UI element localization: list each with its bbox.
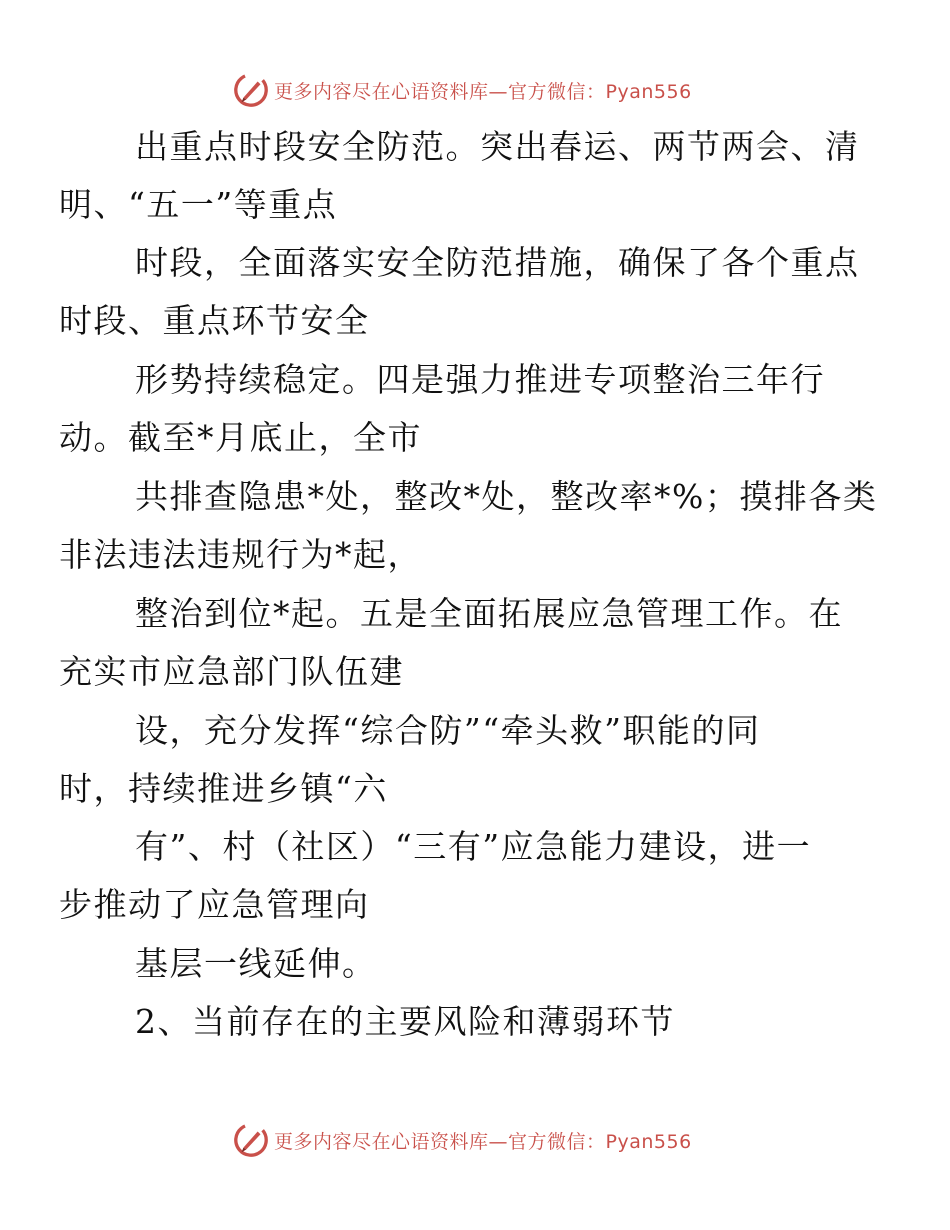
paragraph-continuation-line: 步推动了应急管理向 (59, 885, 370, 924)
paragraph (59, 702, 857, 818)
paragraph-first-line: 形势持续稳定。四是强力推进专项整治三年行 (135, 360, 825, 399)
paragraph (59, 234, 860, 350)
paragraph-first-line: 出重点时段安全防范。突出春运、两节两会、清 (135, 127, 860, 166)
paragraph-continuation-line: 时，持续推进乡镇“六 (59, 769, 388, 808)
paragraph-first-line: 整治到位*起。五是全面拓展应急管理工作。在 (135, 594, 843, 633)
paragraph (59, 118, 860, 234)
paragraph-continuation-line: 时段、重点环节安全 (59, 301, 370, 340)
paragraph-first-line: 有”、村（社区）“三有”应急能力建设，进一 (135, 827, 812, 866)
paragraph-first-line: 共排查隐患*处，整改*处，整改率*%；摸排各类 (135, 477, 878, 516)
paragraph-first-line: 时段，全面落实安全防范措施，确保了各个重点 (135, 243, 860, 282)
paragraph-first-line: 设，充分发挥“综合防”“牵头救”职能的同 (135, 711, 761, 750)
quill-logo-icon (232, 1121, 270, 1159)
section-heading-text: 2、当前存在的主要风险和薄弱环节 (135, 1002, 675, 1041)
header-watermark (232, 70, 692, 110)
paragraph-continuation-line: 动。截至*月底止，全市 (59, 418, 422, 457)
footer-watermark (232, 1120, 692, 1160)
watermark-text: 更多内容尽在心语资料库—官方微信：Pyan556 (274, 80, 692, 103)
paragraph (59, 468, 878, 584)
paragraph-first-line: 基层一线延伸。 (135, 944, 377, 983)
paragraph-continuation-line: 充实市应急部门队伍建 (59, 652, 404, 691)
paragraph-continuation-line: 明、“五一”等重点 (59, 185, 338, 224)
section-heading (97, 993, 857, 1051)
paragraph (59, 351, 857, 467)
quill-logo-icon (232, 71, 270, 109)
watermark-text: 更多内容尽在心语资料库—官方微信：Pyan556 (274, 1130, 692, 1153)
paragraph (97, 935, 857, 993)
paragraph (59, 585, 857, 701)
paragraph-continuation-line: 非法违法违规行为*起， (59, 535, 422, 574)
paragraph (59, 818, 857, 934)
